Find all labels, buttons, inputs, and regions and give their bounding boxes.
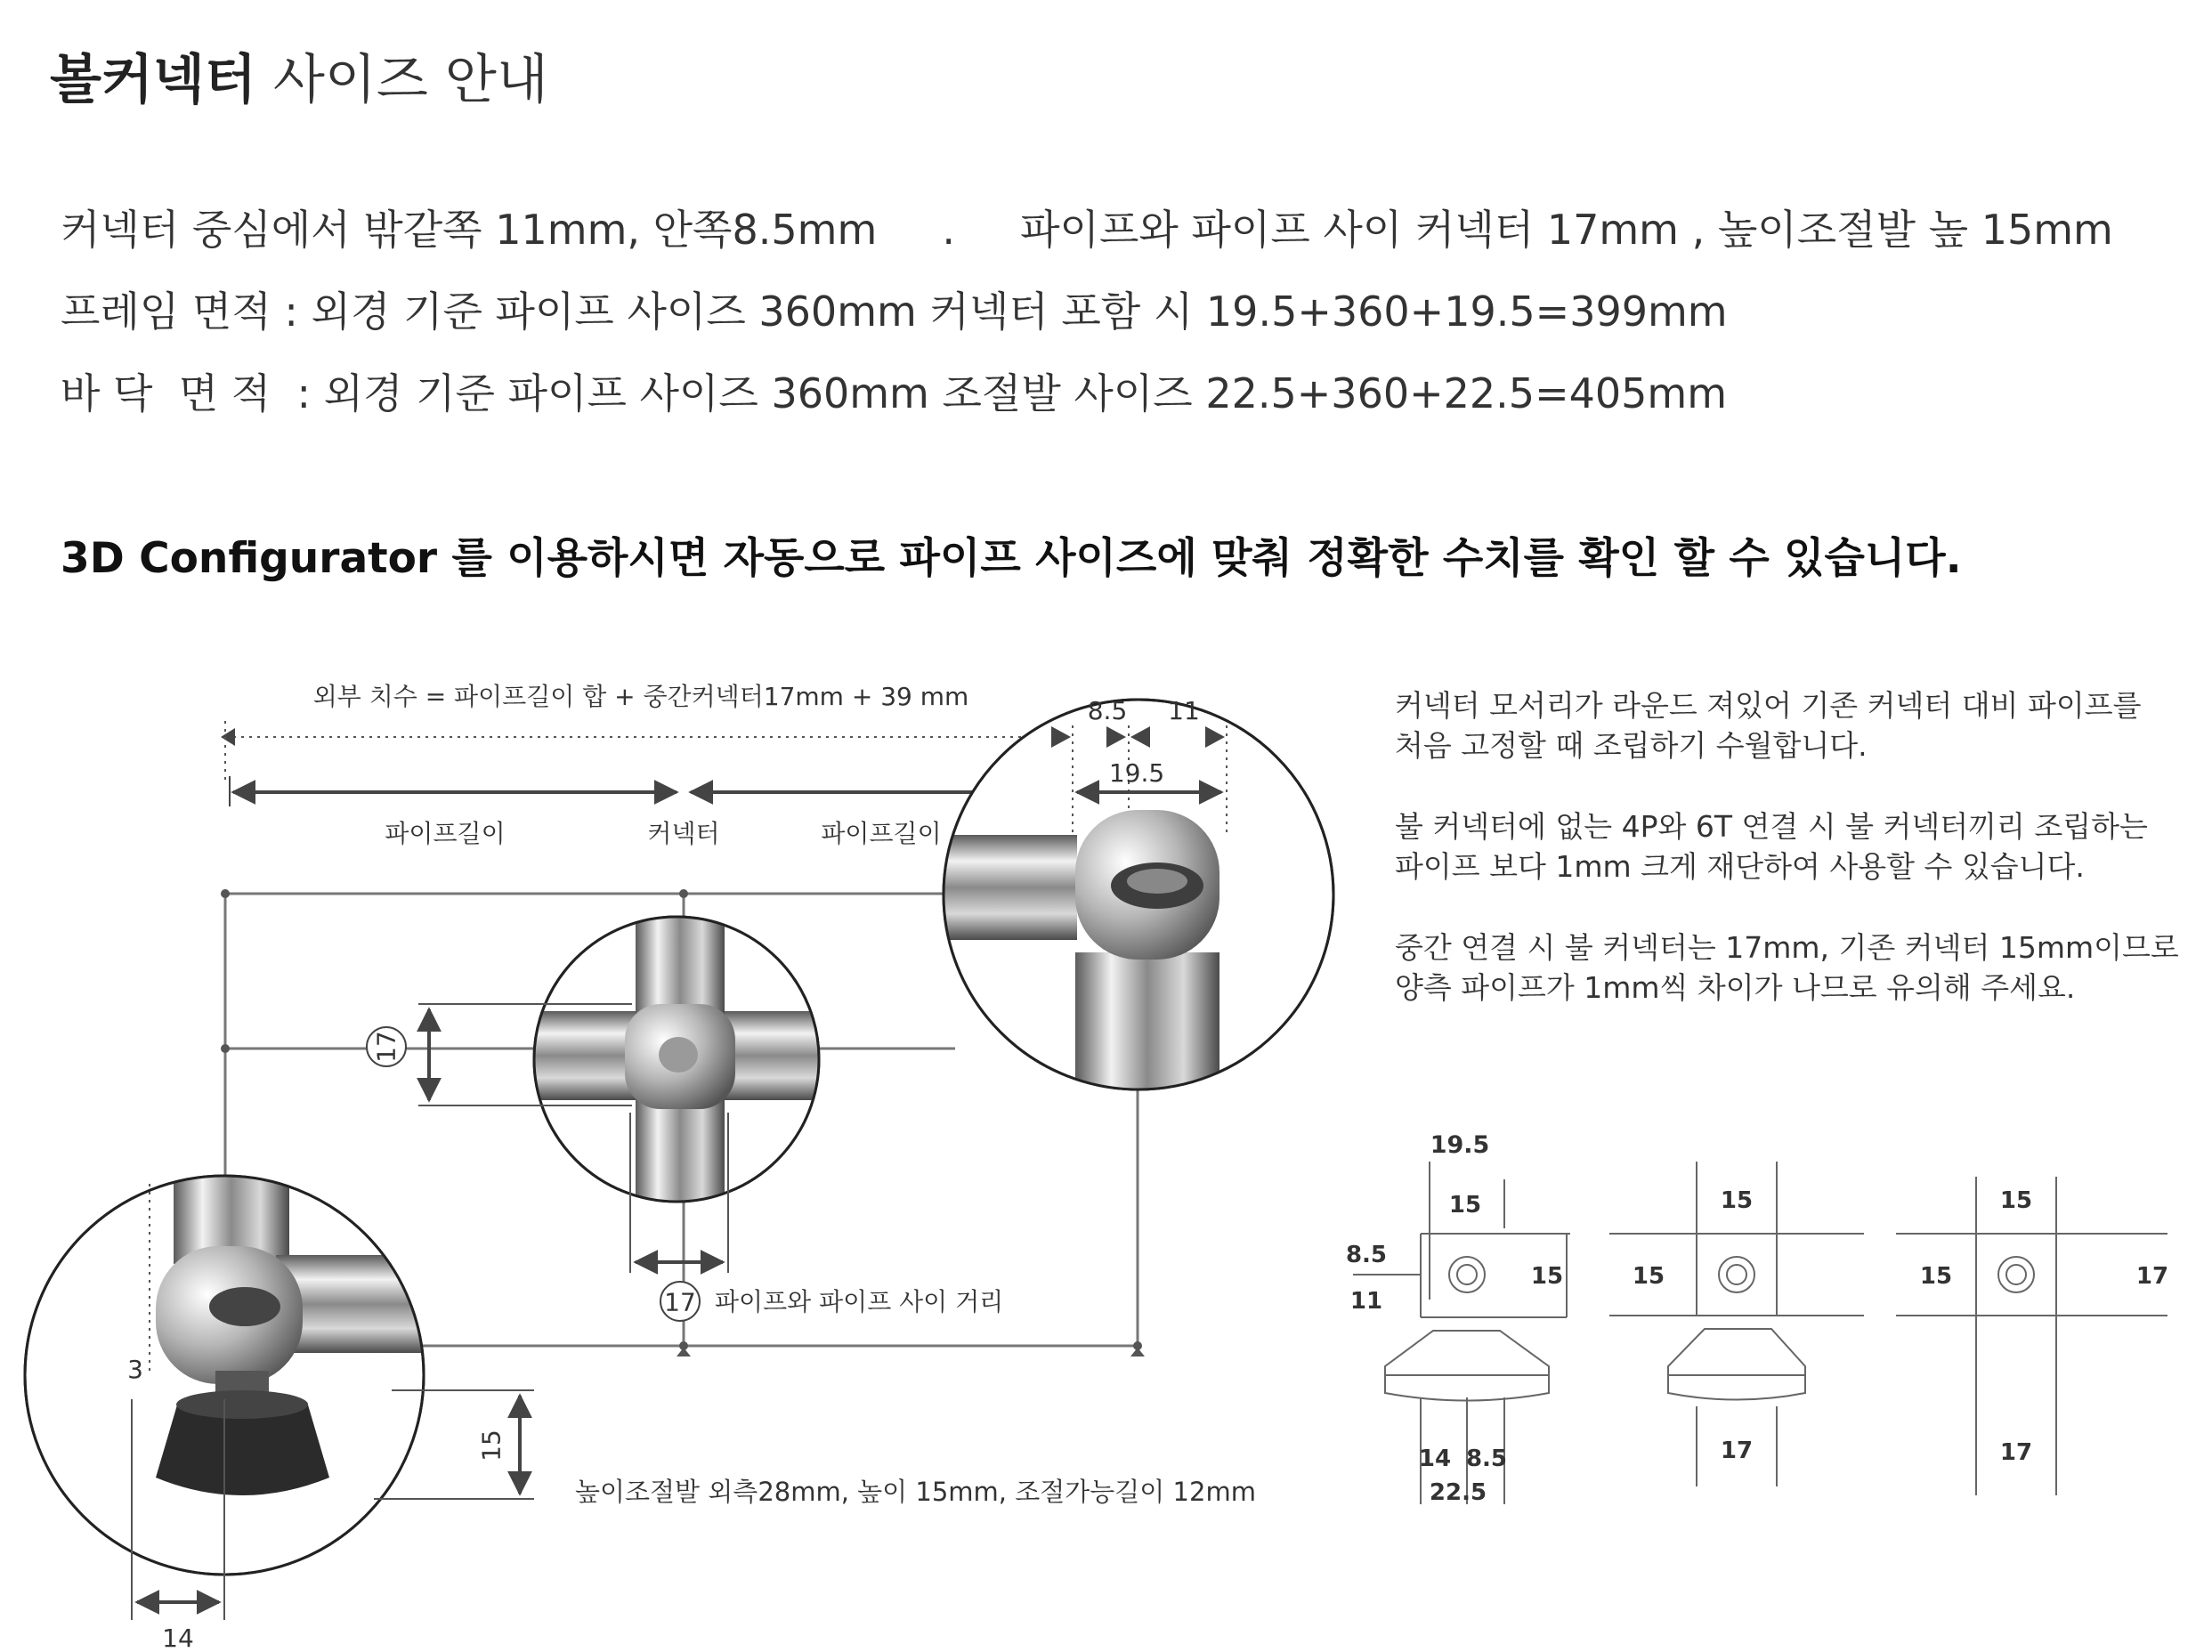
middle-zoom-circle — [525, 908, 828, 1211]
outer-dim-label: 외부 치수 = 파이프길이 합 + 중간커넥터17mm + 39 mm — [312, 682, 969, 711]
sd2-top: 15 — [1720, 1187, 1754, 1214]
pipe-length-dimension — [230, 776, 1068, 806]
sd1-left-a: 8.5 — [1345, 1242, 1388, 1268]
connector-label: 커넥터 — [647, 819, 720, 848]
foot-zoom-circle — [25, 1175, 445, 1575]
dim-8-5: 8.5 — [1087, 696, 1128, 725]
sd2-left: 15 — [1632, 1263, 1665, 1290]
note-4p-6t-connection: 불 커넥터에 없는 4P와 6T 연결 시 불 커넥터끼리 조립하는 파이프 보다 1mm 크게 재단하여 사용할 수 있습니다. — [1395, 809, 2148, 884]
note-middle-connection: 중간 연결 시 불 커넥터는 17mm, 기존 커넥터 15mm이므로 양측 파이프가 1mm씩 차이가 나므로 유의해 주세요. — [1395, 930, 2179, 1005]
sd1-bottom-total: 22.5 — [1429, 1479, 1487, 1506]
sd2-bottom: 17 — [1720, 1437, 1754, 1464]
spec-line-frame-area: 프레임 면적 : 외경 기준 파이프 사이즈 360mm 커넥터 포함 시 19.5+360+19.5=399mm — [61, 287, 1728, 336]
sd3-left: 15 — [1919, 1263, 1953, 1290]
dim-19-5: 19.5 — [1108, 758, 1165, 788]
note-rounded-corners: 커넥터 모서리가 라운드 져있어 기존 커넥터 대비 파이프를 처음 고정할 때 조립하기 수월합니다. — [1395, 688, 2142, 763]
sd3-bottom: 17 — [1999, 1439, 2033, 1466]
sd1-left-b: 11 — [1349, 1288, 1383, 1315]
sd1-top: 19.5 — [1430, 1131, 1490, 1159]
configurator-notice: 3D Configurator 를 이용하시면 자동으로 파이프 사이즈에 맞춰 정확한 수치를 확인 할 수 있습니다. — [61, 534, 1962, 583]
gap-label: 파이프와 파이프 사이 거리 — [715, 1287, 1004, 1316]
dim-14: 14 — [162, 1624, 194, 1652]
dim-17-bottom: 17 — [664, 1287, 696, 1317]
dim-11: 11 — [1168, 696, 1200, 725]
sd1-bottom-b: 8.5 — [1465, 1446, 1508, 1472]
pipe-length-right-label: 파이프길이 — [821, 819, 942, 848]
foot-label: 높이조절발 외측28mm, 높이 15mm, 조절가능길이 12mm — [575, 1477, 1256, 1507]
sd3-right: 17 — [2135, 1263, 2169, 1290]
dim-3: 3 — [127, 1355, 143, 1384]
pipe-length-left-label: 파이프길이 — [385, 819, 506, 848]
sd1-right: 15 — [1530, 1263, 1564, 1290]
dim-15: 15 — [476, 1429, 506, 1462]
title-light: 사이즈 안내 — [272, 49, 548, 111]
spec-line-connector: 커넥터 중심에서 밖같쪽 11mm, 안쪽8.5mm . 파이프와 파이프 사이 커넥터 17mm , 높이조절발 높 15mm — [61, 206, 2113, 254]
spec-line-floor-area: 바 닥 면 적 : 외경 기준 파이프 사이즈 360mm 조절발 사이즈 22.5+360+22.5=405mm — [61, 369, 1728, 417]
sd1-inner-top: 15 — [1448, 1192, 1482, 1219]
sd3-top: 15 — [1999, 1187, 2033, 1214]
dim-17-side: 17 — [371, 1031, 401, 1063]
sd1-bottom-a: 14 — [1418, 1446, 1452, 1472]
title-bold: 볼커넥터 — [50, 49, 256, 111]
